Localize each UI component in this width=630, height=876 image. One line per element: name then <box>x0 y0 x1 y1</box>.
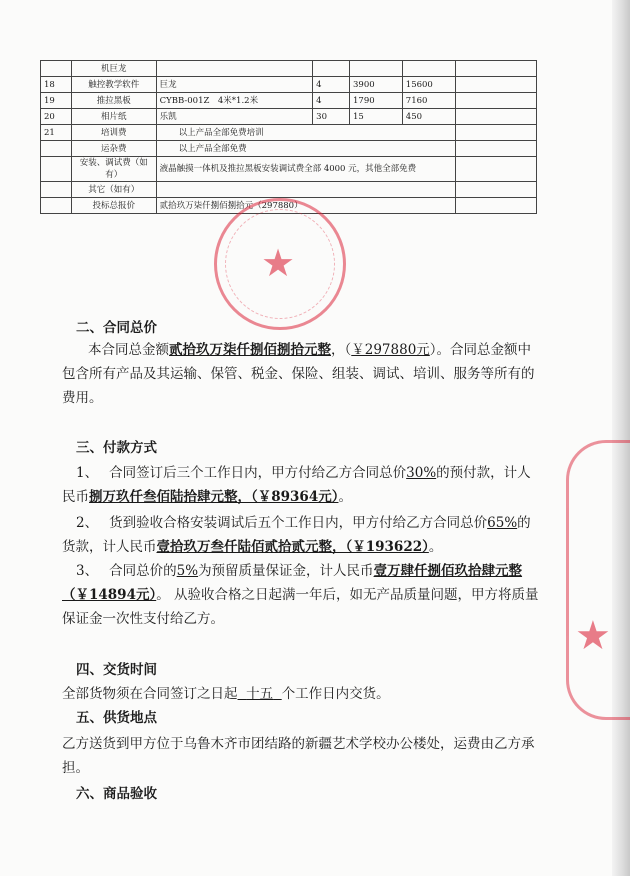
table-cell-price: 1790 <box>350 93 403 109</box>
table-cell-blank <box>455 61 536 77</box>
table-cell-qty: 30 <box>313 109 350 125</box>
delivery-days: 十五 <box>246 686 274 702</box>
table-cell-qty: 4 <box>313 93 350 109</box>
table-cell-brand: 乐凯 <box>156 109 313 125</box>
section-heading: 三、付款方式 <box>76 440 157 456</box>
table-cell-text: 以上产品全部免费培训 <box>156 125 455 141</box>
payment-item-1: 1、 合同签订后三个工作日内，甲方付给乙方合同总价30%的预付款，计人 <box>76 465 531 481</box>
table-cell-price: 15 <box>350 109 403 125</box>
section-heading: 二、合同总价 <box>76 320 157 336</box>
table-cell-no: 18 <box>41 77 72 93</box>
table-row <box>41 109 537 125</box>
table-row <box>41 61 537 77</box>
table-cell-total: 7160 <box>402 93 455 109</box>
table-cell-no: 21 <box>41 125 72 141</box>
table-cell-name: 相片纸 <box>71 109 156 125</box>
table-cell-name: 运杂费 <box>71 141 156 157</box>
table-cell-blank <box>455 198 536 214</box>
delivery-place-text: 担。 <box>62 760 89 776</box>
payment-item-3: 3、 合同总价的5%为预留质量保证金，计人民币壹万肆仟捌佰玖拾肆元整 <box>76 563 523 579</box>
table-cell-brand <box>156 61 313 77</box>
table-cell-blank <box>455 182 536 198</box>
table-cell-name: 投标总报价 <box>71 198 156 214</box>
table-cell-blank <box>455 157 536 182</box>
items-table <box>40 60 537 214</box>
payment-item-3-cont: （￥14894元）。 从验收合格之日起满一年后，如无产品质量问题，甲方将质量 <box>62 587 539 603</box>
table-cell-text: 液晶触摸一体机及推拉黑板安装调试费全部 4000 元，其他全部免费 <box>156 157 455 182</box>
payment-item-1-cont: 民币捌万玖仟叁佰陆拾肆元整，（￥89364元）。 <box>62 489 352 505</box>
section-heading: 六、商品验收 <box>76 786 157 802</box>
table-row <box>41 93 537 109</box>
table-cell-no <box>41 182 72 198</box>
payment-item-2: 2、 货到验收合格安装调试后五个工作日内，甲方付给乙方合同总价65%的 <box>76 515 531 531</box>
table-cell-brand: CYBB-001Z 4米*1.2米 <box>156 93 313 109</box>
table-cell-brand: 巨龙 <box>156 77 313 93</box>
table-cell-total <box>402 61 455 77</box>
table-cell-no: 19 <box>41 93 72 109</box>
table-cell-total: 15600 <box>402 77 455 93</box>
table-row <box>41 77 537 93</box>
paragraph-line: 包含所有产品及其运输、保管、税金、保险、组装、调试、培训、服务等所有的 <box>62 366 535 382</box>
table-cell-price <box>350 61 403 77</box>
section-heading: 四、交货时间 <box>76 662 157 678</box>
table-cell-qty <box>313 61 350 77</box>
delivery-place-text: 乙方送货到甲方位于乌鲁木齐市团结路的新疆艺术学校办公楼处，运费由乙方承 <box>62 736 535 752</box>
table-cell-qty: 4 <box>313 77 350 93</box>
paragraph-line: 本合同总金额贰拾玖万柒仟捌佰捌拾元整，（￥297880元）。合同总金额中 <box>88 342 532 358</box>
table-cell-name: 机巨龙 <box>71 61 156 77</box>
table-cell-blank <box>455 109 536 125</box>
table-cell-no <box>41 61 72 77</box>
table-cell-no <box>41 141 72 157</box>
table-cell-name: 推拉黑板 <box>71 93 156 109</box>
payment-item-2-cont: 货款，计人民币壹拾玖万叁仟陆佰贰拾贰元整，（￥193622）。 <box>62 539 443 555</box>
table-cell-name: 其它（如有） <box>71 182 156 198</box>
table-cell-no <box>41 157 72 182</box>
table-cell-name: 培训费 <box>71 125 156 141</box>
table-row <box>41 182 537 198</box>
table-cell-text: 贰拾玖万柒仟捌佰捌拾元（297880） <box>156 198 455 214</box>
table-cell-blank <box>455 141 536 157</box>
table-row <box>41 125 537 141</box>
total-amount-words: 贰拾玖万柒仟捌佰捌拾元整 <box>169 342 331 358</box>
paragraph-line: 费用。 <box>62 390 103 406</box>
total-amount-number: ￥297880元 <box>351 342 430 358</box>
table-cell-blank <box>455 77 536 93</box>
table-cell-price: 3900 <box>350 77 403 93</box>
table-cell-blank <box>455 93 536 109</box>
section-heading: 五、供货地点 <box>76 710 157 726</box>
table-cell-total: 450 <box>402 109 455 125</box>
table-row <box>41 157 537 182</box>
table-cell-text <box>156 182 455 198</box>
red-seal-stamp-edge: ★ <box>566 440 630 720</box>
payment-item-3-end: 保证金一次性支付给乙方。 <box>62 611 224 627</box>
table-cell-blank <box>455 125 536 141</box>
table-cell-text: 以上产品全部免费 <box>156 141 455 157</box>
table-cell-name: 安装、调试费（如有） <box>71 157 156 182</box>
table-cell-name: 触控教学软件 <box>71 77 156 93</box>
table-cell-no <box>41 198 72 214</box>
table-cell-no: 20 <box>41 109 72 125</box>
delivery-time-text: 全部货物须在合同签订之日起 十五 个工作日内交货。 <box>62 686 390 702</box>
red-seal-stamp: ★ <box>214 198 346 330</box>
page-edge-shadow <box>612 0 630 876</box>
table-row <box>41 141 537 157</box>
